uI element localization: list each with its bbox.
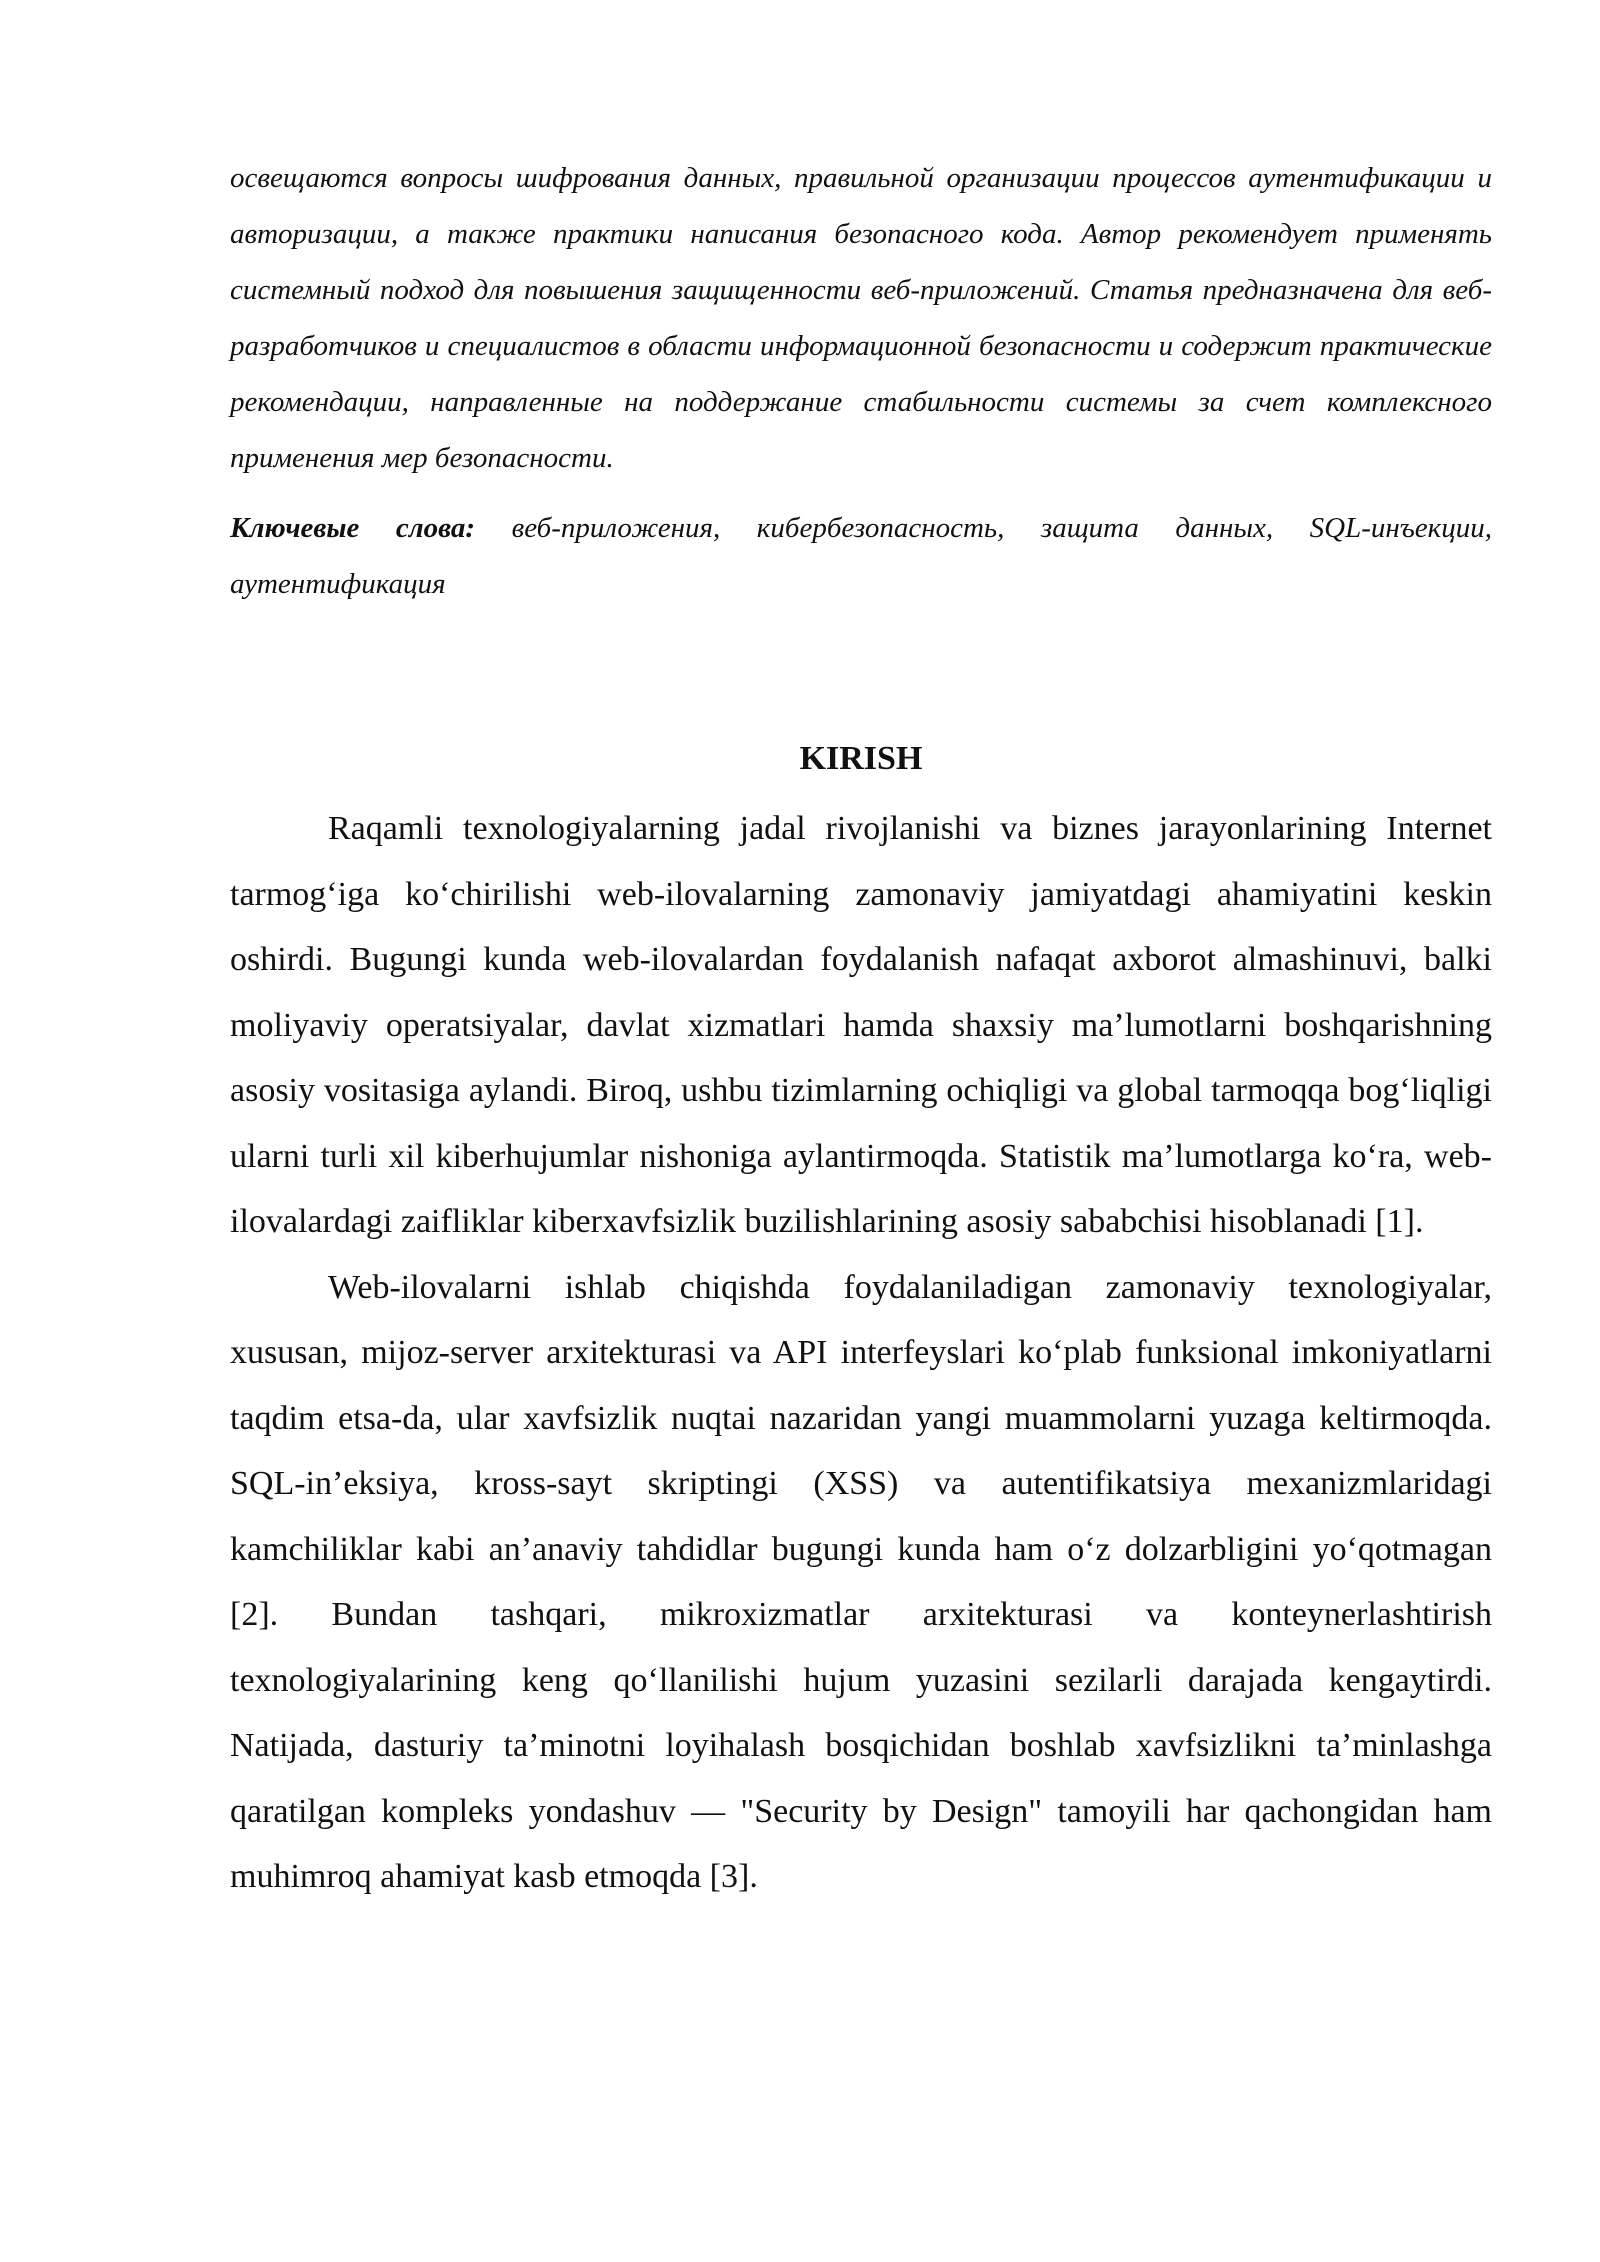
keywords-text: веб-приложения, кибербезопасность, защита данных, SQL-инъекции, аутентификация (230, 512, 1492, 600)
document-page (230, 150, 1492, 1910)
body-paragraph-2: Web-ilovalarni ishlab chiqishda foydalaniladigan zamonaviy texnologiyalar, xususan, mijoz-server arxitekturasi va API interfeyslari ko‘plab funksional imkoniyatlarni taqdim etsa-da, ular xavfsizlik nuqtai nazaridan yangi muammolarni yuzaga keltirmoqda. SQL-in’eksiya, kross-sayt skriptingi (XSS) va autentifikatsiya mexanizmlaridagi kamchiliklar kabi an’anaviy tahdidlar bugungi kunda ham o‘z dolzarbligini yo‘qotmagan [2]. Bundan tashqari, mikroxizmatlar arxitekturasi va konteynerlashtirish texnologiyalarining keng qo‘llanilishi hujum yuzasini sezilarli darajada kengaytirdi. Natijada, dasturiy ta’minotni loyihalash bosqichidan boshlab xavfsizlikni ta’minlashga qaratilgan kompleks yondashuv — "Security by Design" tamoyili har qachongidan ham muhimroq ahamiyat kasb etmoqda [3]. (230, 1268, 1492, 1895)
abstract-paragraph: освещаются вопросы шифрования данных, правильной организации процессов аутентификации и авторизации, а также практики написания безопасного кода. Автор рекомендует применять системный подход для повышения защищенности веб-приложений. Статья предназначена для веб-разработчиков и специалистов в области информационной безопасности и содержит практические рекомендации, направленные на поддержание стабильности системы за счет комплексного применения мер безопасности. (230, 162, 1492, 474)
keywords-label: Ключевые слова: (230, 512, 476, 544)
section-heading: KIRISH (799, 740, 923, 777)
keywords-paragraph (230, 500, 1492, 612)
body-paragraph-1: Raqamli texnologiyalarning jadal rivojlanishi va biznes jarayonlarining Internet tarmog‘iga ko‘chirilishi web-ilovalarning zamonaviy jamiyatdagi ahamiyatini keskin oshirdi. Bugungi kunda web-ilovalardan foydalanish nafaqat axborot almashinuvi, balki moliyaviy operatsiyalar, davlat xizmatlari hamda shaxsiy ma’lumotlarni boshqarishning asosiy vositasiga aylandi. Biroq, ushbu tizimlarning ochiqligi va global tarmoqqa bog‘liqligi ularni turli xil kiberhujumlar nishoniga aylantirmoqda. Statistik ma’lumotlarga ko‘ra, web-ilovalardagi zaifliklar kiberxavfsizlik buzilishlarining asosiy sababchisi hisoblanadi [1]. (230, 810, 1492, 1240)
